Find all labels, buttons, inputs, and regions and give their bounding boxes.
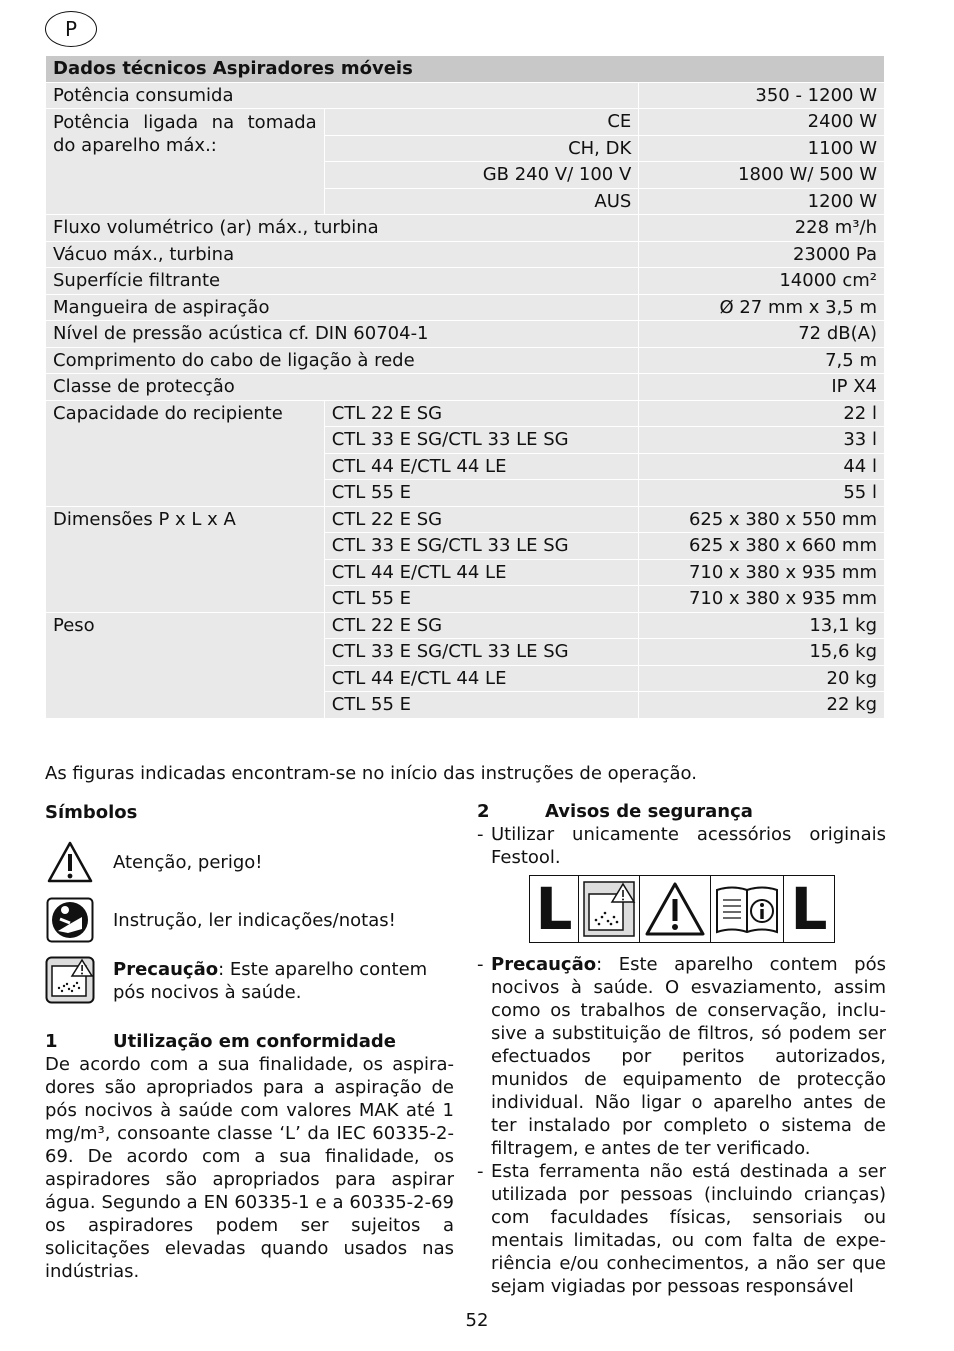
caution-text: : Este aparelho contem pós nocivos à saúde.	[113, 959, 428, 1003]
row-value: 350 - 1200 W	[639, 82, 885, 109]
model-cell: CTL 55 E	[324, 586, 639, 613]
row-value: 625 x 380 x 660 mm	[639, 533, 885, 560]
list-item: - Esta ferramenta não está destinada a ser utilizada por pessoas (incluindo crianças) com faculdades físicas, sensoriais ou mentais limitadas, ou com falta de expe-riência e/ou conhecimentos, a não ser que sejam vigiadas por pessoas responsável	[477, 1161, 886, 1297]
row-value: 20 kg	[639, 665, 885, 692]
caution-label: Precaução	[113, 959, 219, 980]
symbol-warning	[45, 840, 263, 884]
row-value: 44 l	[639, 453, 885, 480]
region-cell: CE	[324, 109, 639, 136]
row-value: 1800 W/ 500 W	[639, 162, 885, 189]
model-cell: CTL 44 E/CTL 44 LE	[324, 559, 639, 586]
row-value: 7,5 m	[639, 347, 885, 374]
list-item-text: Utilizar unicamente acessórios originais Festool.	[491, 824, 886, 868]
section-title: Avisos de segurança	[545, 801, 753, 822]
symbol-warning-text: Atenção, perigo!	[113, 851, 263, 873]
row-value: 22 kg	[639, 692, 885, 719]
model-cell: CTL 55 E	[324, 480, 639, 507]
right-column	[477, 800, 886, 1298]
row-value: 55 l	[639, 480, 885, 507]
region-cell: AUS	[324, 188, 639, 215]
group-label: Peso	[46, 612, 325, 718]
row-value: 710 x 380 x 935 mm	[639, 586, 885, 613]
table-row	[46, 374, 885, 401]
model-cell: CTL 22 E SG	[324, 400, 639, 427]
model-cell: CTL 33 E SG/CTL 33 LE SG	[324, 427, 639, 454]
section-number: 1	[45, 1031, 58, 1052]
table-row	[46, 215, 885, 242]
row-label: Superfície filtrante	[46, 268, 639, 295]
list-item: - Precaução: Este aparelho contem pós nocivos à saúde. O esvaziamento, assim como os trabalhos de conservação, inclu-sive a substituição de filtros, só podem ser efectuados por peritos autorizados, munidos de equipamento de protecção individual. Não ligar o aparelho antes de ter instalado por completo o sistema de filtragem, e antes de ter verificado.	[477, 954, 886, 1159]
row-label: Nível de pressão acústica cf. DIN 60704-1	[46, 321, 639, 348]
row-label: Mangueira de aspiração	[46, 294, 639, 321]
row-value: IP X4	[639, 374, 885, 401]
dust-class-l-icon: L	[790, 875, 828, 943]
row-label: Fluxo volumétrico (ar) máx., turbina	[46, 215, 639, 242]
list-item-text: Esta ferramenta não está destinada a ser utilizada por pessoas (incluindo crianças) com faculdades físicas, sensoriais ou mentais limitadas, ou com falta de expe-riência e/ou conhecimentos, a não ser que sejam vigiadas por pessoas responsável	[491, 1161, 886, 1297]
row-label: Classe de protecção	[46, 374, 639, 401]
language-code: P	[64, 17, 78, 41]
table-row	[46, 400, 885, 427]
symbol-manual-text: Instrução, ler indicações/notas!	[113, 909, 396, 931]
row-value: Ø 27 mm x 3,5 m	[639, 294, 885, 321]
model-cell: CTL 44 E/CTL 44 LE	[324, 453, 639, 480]
table-row	[46, 241, 885, 268]
row-value: 625 x 380 x 550 mm	[639, 506, 885, 533]
row-value: 1100 W	[639, 135, 885, 162]
model-cell: CTL 33 E SG/CTL 33 LE SG	[324, 639, 639, 666]
symbol-dust	[45, 958, 428, 1003]
section-2-heading	[477, 800, 886, 823]
row-value: 72 dB(A)	[639, 321, 885, 348]
model-cell: CTL 33 E SG/CTL 33 LE SG	[324, 533, 639, 560]
row-value: 23000 Pa	[639, 241, 885, 268]
section-1	[45, 1030, 454, 1283]
region-cell: GB 240 V/ 100 V	[324, 162, 639, 189]
table-row	[46, 294, 885, 321]
read-manual-icon	[45, 898, 95, 942]
model-cell: CTL 22 E SG	[324, 506, 639, 533]
model-cell: CTL 55 E	[324, 692, 639, 719]
group-label: Dimensões P x L x A	[46, 506, 325, 612]
left-column	[45, 800, 454, 1290]
technical-data-table	[45, 55, 885, 719]
table-row	[46, 82, 885, 109]
row-label: Vácuo máx., turbina	[46, 241, 639, 268]
row-value: 15,6 kg	[639, 639, 885, 666]
section-title: Utilização em conformidade	[113, 1031, 397, 1052]
row-value: 22 l	[639, 400, 885, 427]
row-value: 1200 W	[639, 188, 885, 215]
symbols-heading: Símbolos	[45, 802, 138, 823]
row-value: 228 m³/h	[639, 215, 885, 242]
table-row	[46, 268, 885, 295]
figures-note: As figuras indicadas encontram-se no início das instruções de operação.	[45, 763, 697, 784]
hazardous-dust-icon	[579, 876, 640, 942]
hazardous-dust-icon	[45, 958, 95, 1002]
row-value: 33 l	[639, 427, 885, 454]
table-row	[46, 109, 885, 136]
model-cell: CTL 44 E/CTL 44 LE	[324, 665, 639, 692]
safety-icon-strip	[529, 875, 835, 943]
read-manual-icon	[711, 876, 784, 942]
warning-triangle-icon	[45, 840, 95, 884]
symbol-manual	[45, 898, 396, 942]
page-number: 52	[465, 1310, 489, 1331]
row-label: Potência consumida	[46, 82, 639, 109]
table-row	[46, 612, 885, 639]
row-value: 13,1 kg	[639, 612, 885, 639]
list-item-text: : Este aparelho contem pós nocivos à saúde. O esvaziamento, assim como os trabalhos de conservação, inclu-sive a substituição de filtros, só podem ser efectuados por peritos autorizados, munidos de equipamento de protecção individual. Não ligar o aparelho antes de ter instalado por completo o sistema de filtragem, e antes de ter verificado.	[491, 954, 886, 1159]
row-value: 2400 W	[639, 109, 885, 136]
row-value: 710 x 380 x 935 mm	[639, 559, 885, 586]
symbol-dust-text	[113, 958, 454, 1004]
row-label: Comprimento do cabo de ligação à rede	[46, 347, 639, 374]
model-cell: CTL 22 E SG	[324, 612, 639, 639]
section-1-body: De acordo com a sua finalidade, os aspira-dores são apropriados para a aspiração de pós nocivos à saúde com valores MAK até 1 mg/m³, consoante classe ‘L’ da IEC 60335-2-69. De acordo com a sua finalidade, os aspiradores são apropriados para aspirar água. Segundo a EN 60335-1 e a 60335-2-69 os aspiradores podem ser sujeitos a solicitações elevadas quando usados nas indústrias.	[45, 1054, 454, 1282]
section-1-heading	[45, 1030, 454, 1053]
table-row	[46, 506, 885, 533]
dust-class-l-icon: L	[530, 876, 579, 942]
caution-label: Precaução	[491, 954, 597, 975]
table-header: Dados técnicos Aspiradores móveis	[46, 56, 885, 83]
list-item: - Utilizar unicamente acessórios originais Festool.	[477, 824, 886, 868]
warning-triangle-icon	[640, 876, 711, 942]
group-label: Capacidade do recipiente	[46, 400, 325, 506]
table-row	[46, 321, 885, 348]
row-label: Potência ligada na tomada do aparelho máx.:	[46, 109, 325, 215]
language-badge	[45, 11, 97, 47]
row-value: 14000 cm²	[639, 268, 885, 295]
region-cell: CH, DK	[324, 135, 639, 162]
table-row	[46, 347, 885, 374]
section-number: 2	[477, 801, 490, 822]
